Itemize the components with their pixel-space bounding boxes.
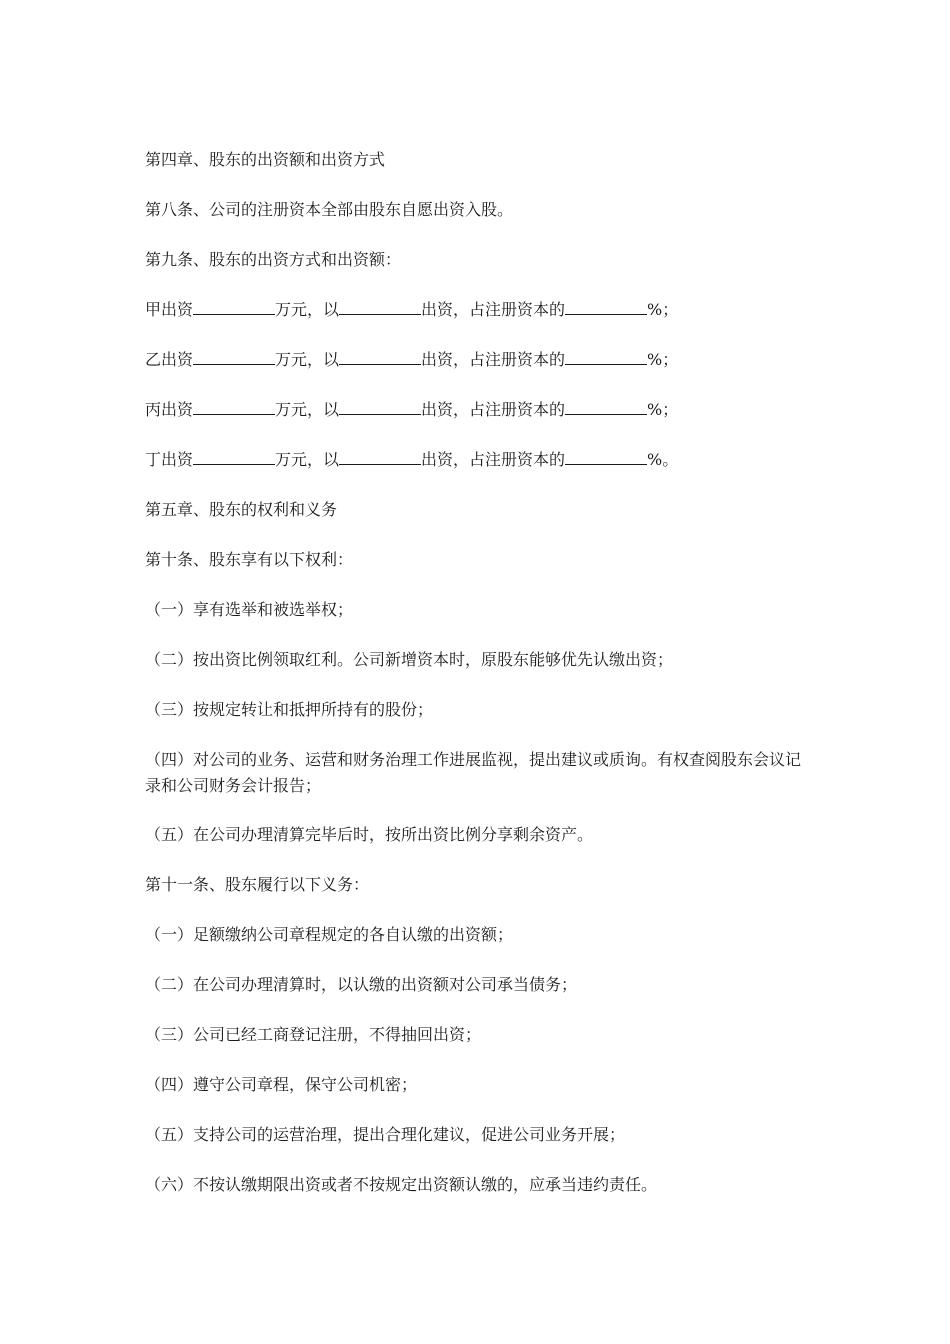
method-text: 出资，占注册资本的 (421, 400, 566, 419)
duty-item-6: （六）不按认缴期限出资或者不按规定出资额认缴的，应承当违约责任。 (145, 1175, 658, 1194)
row-ending: %。 (647, 450, 679, 469)
percent-blank (565, 400, 647, 415)
method-blank (339, 450, 421, 465)
amount-blank (193, 450, 275, 465)
contribution-row-ding (145, 450, 678, 470)
shareholder-name: 丁出资 (145, 450, 194, 469)
contribution-row-bing (145, 400, 678, 420)
amount-blank (193, 300, 275, 315)
method-blank (339, 300, 421, 315)
right-item-2: （二）按出资比例领取红利。公司新增资本时，原股东能够优先认缴出资； (145, 650, 674, 669)
unit-text: 万元，以 (275, 350, 340, 369)
unit-text: 万元，以 (275, 300, 340, 319)
row-ending: %； (647, 300, 679, 319)
method-blank (339, 350, 421, 365)
shareholder-name: 甲出资 (145, 300, 194, 319)
chapter-4-heading: 第四章、股东的出资额和出资方式 (145, 150, 386, 169)
chapter-5-heading: 第五章、股东的权利和义务 (145, 500, 338, 519)
duty-item-4: （四）遵守公司章程，保守公司机密； (145, 1075, 418, 1094)
shareholder-name: 乙出资 (145, 350, 194, 369)
percent-blank (565, 300, 647, 315)
amount-blank (193, 350, 275, 365)
amount-blank (193, 400, 275, 415)
article-8: 第八条、公司的注册资本全部由股东自愿出资入股。 (145, 200, 514, 219)
unit-text: 万元，以 (275, 400, 340, 419)
row-ending: %； (647, 400, 679, 419)
contribution-row-jia (145, 300, 678, 320)
duty-item-1: （一）足额缴纳公司章程规定的各自认缴的出资额； (145, 925, 514, 944)
percent-blank (565, 450, 647, 465)
right-item-3: （三）按规定转让和抵押所持有的股份； (145, 700, 434, 719)
percent-blank (565, 350, 647, 365)
article-10: 第十条、股东享有以下权利： (145, 550, 354, 569)
duty-item-2: （二）在公司办理清算时，以认缴的出资额对公司承当债务； (145, 975, 578, 994)
method-text: 出资，占注册资本的 (421, 300, 566, 319)
row-ending: %； (647, 350, 679, 369)
method-blank (339, 400, 421, 415)
duty-item-3: （三）公司已经工商登记注册，不得抽回出资； (145, 1025, 482, 1044)
unit-text: 万元，以 (275, 450, 340, 469)
method-text: 出资，占注册资本的 (421, 350, 566, 369)
right-item-4: （四）对公司的业务、运营和财务治理工作进展监视，提出建议或质询。有权查阅股东会议记录和公司财务会计报告； (145, 750, 802, 795)
method-text: 出资，占注册资本的 (421, 450, 566, 469)
shareholder-name: 丙出资 (145, 400, 194, 419)
right-item-1: （一）享有选举和被选举权； (145, 600, 354, 619)
contribution-row-yi (145, 350, 678, 370)
duty-item-5: （五）支持公司的运营治理，提出合理化建议，促进公司业务开展； (145, 1125, 626, 1144)
right-item-5: （五）在公司办理清算完毕后时，按所出资比例分享剩余资产。 (145, 825, 594, 844)
article-9: 第九条、股东的出资方式和出资额： (145, 250, 402, 269)
article-11: 第十一条、股东履行以下义务： (145, 875, 370, 894)
